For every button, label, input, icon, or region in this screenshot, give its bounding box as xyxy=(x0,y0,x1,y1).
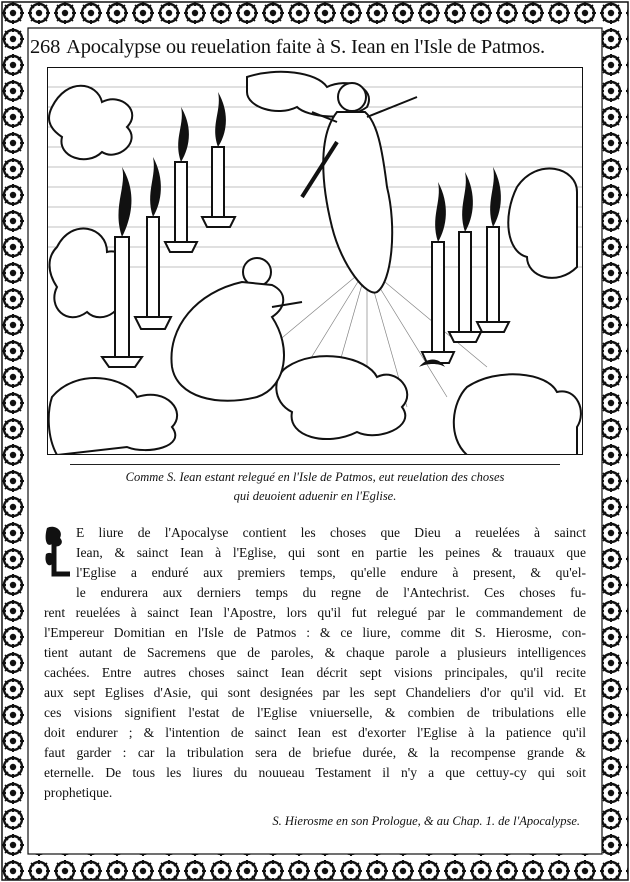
text-line: rent reuelées à sainct Iean l'Apostre, lors qu'il fut relegué par le commandement de xyxy=(44,605,586,620)
text-line: l'Eglise a enduré aux premiers temps, qu'elle endure à present, & qu'el- xyxy=(76,565,586,580)
text-line: le endurera aux derniers temps du regne de l'Antechrist. Ces choses fu- xyxy=(76,585,586,600)
caption-line: Comme S. Iean estant relegué en l'Isle de Patmos, eut reuelation des choses xyxy=(125,470,505,484)
running-header xyxy=(30,32,602,62)
woodcut-illustration xyxy=(47,67,583,455)
body-text xyxy=(44,523,586,803)
text-line: prophetique. xyxy=(44,785,113,800)
text-line: eternelle. De tous les liures du nouueau Testament il n'y a que cettuy-cy qui soit xyxy=(44,765,586,780)
illustration-caption xyxy=(50,468,580,506)
page-title: Apocalypse ou reuelation faite à S. Iean en l'Isle de Patmos. xyxy=(66,36,545,58)
text-line: l'Empereur Domitian en l'Isle de Patmos : & ce liure, comme dit S. Hierosme, con- xyxy=(44,625,586,640)
text-line: aux sept Eglises d'Asie, qui sont designées par les sept Chandeliers d'or qu'il vid. Et xyxy=(44,685,586,700)
text-line: cachées. Entre autres choses sainct Iean décrit sept visions principales, qu'il recite xyxy=(44,665,586,680)
caption-rule xyxy=(70,464,560,465)
caption-line: qui deuoient aduenir en l'Eglise. xyxy=(233,489,397,503)
text-line: faut garder : car la tribulation sera de briefue durée, & la recompense grande & xyxy=(44,745,586,760)
source-citation: S. Hierosme en son Prologue, & au Chap. 1. de l'Apocalypse. xyxy=(272,814,580,828)
text-line: ces visions signifient l'estat de l'Eglise vniuerselle, & combien de tribulations elle xyxy=(44,705,586,720)
text-line: Iean, & sainct Iean à l'Eglise, qui sont en partie les peines & trauaux que xyxy=(76,545,586,560)
text-line: doit endurer ; & l'intention de sainct Iean est d'exorter l'Eglise à la patience qu'il xyxy=(44,725,586,740)
text-line: tient autant de Sacremens que de paroles, & chaque parole a plusieurs intelligences xyxy=(44,645,586,660)
page-number: 268 xyxy=(30,36,61,58)
text-line: E liure de l'Apocalyse contient les choses que Dieu a reuelées à sainct xyxy=(76,525,586,540)
